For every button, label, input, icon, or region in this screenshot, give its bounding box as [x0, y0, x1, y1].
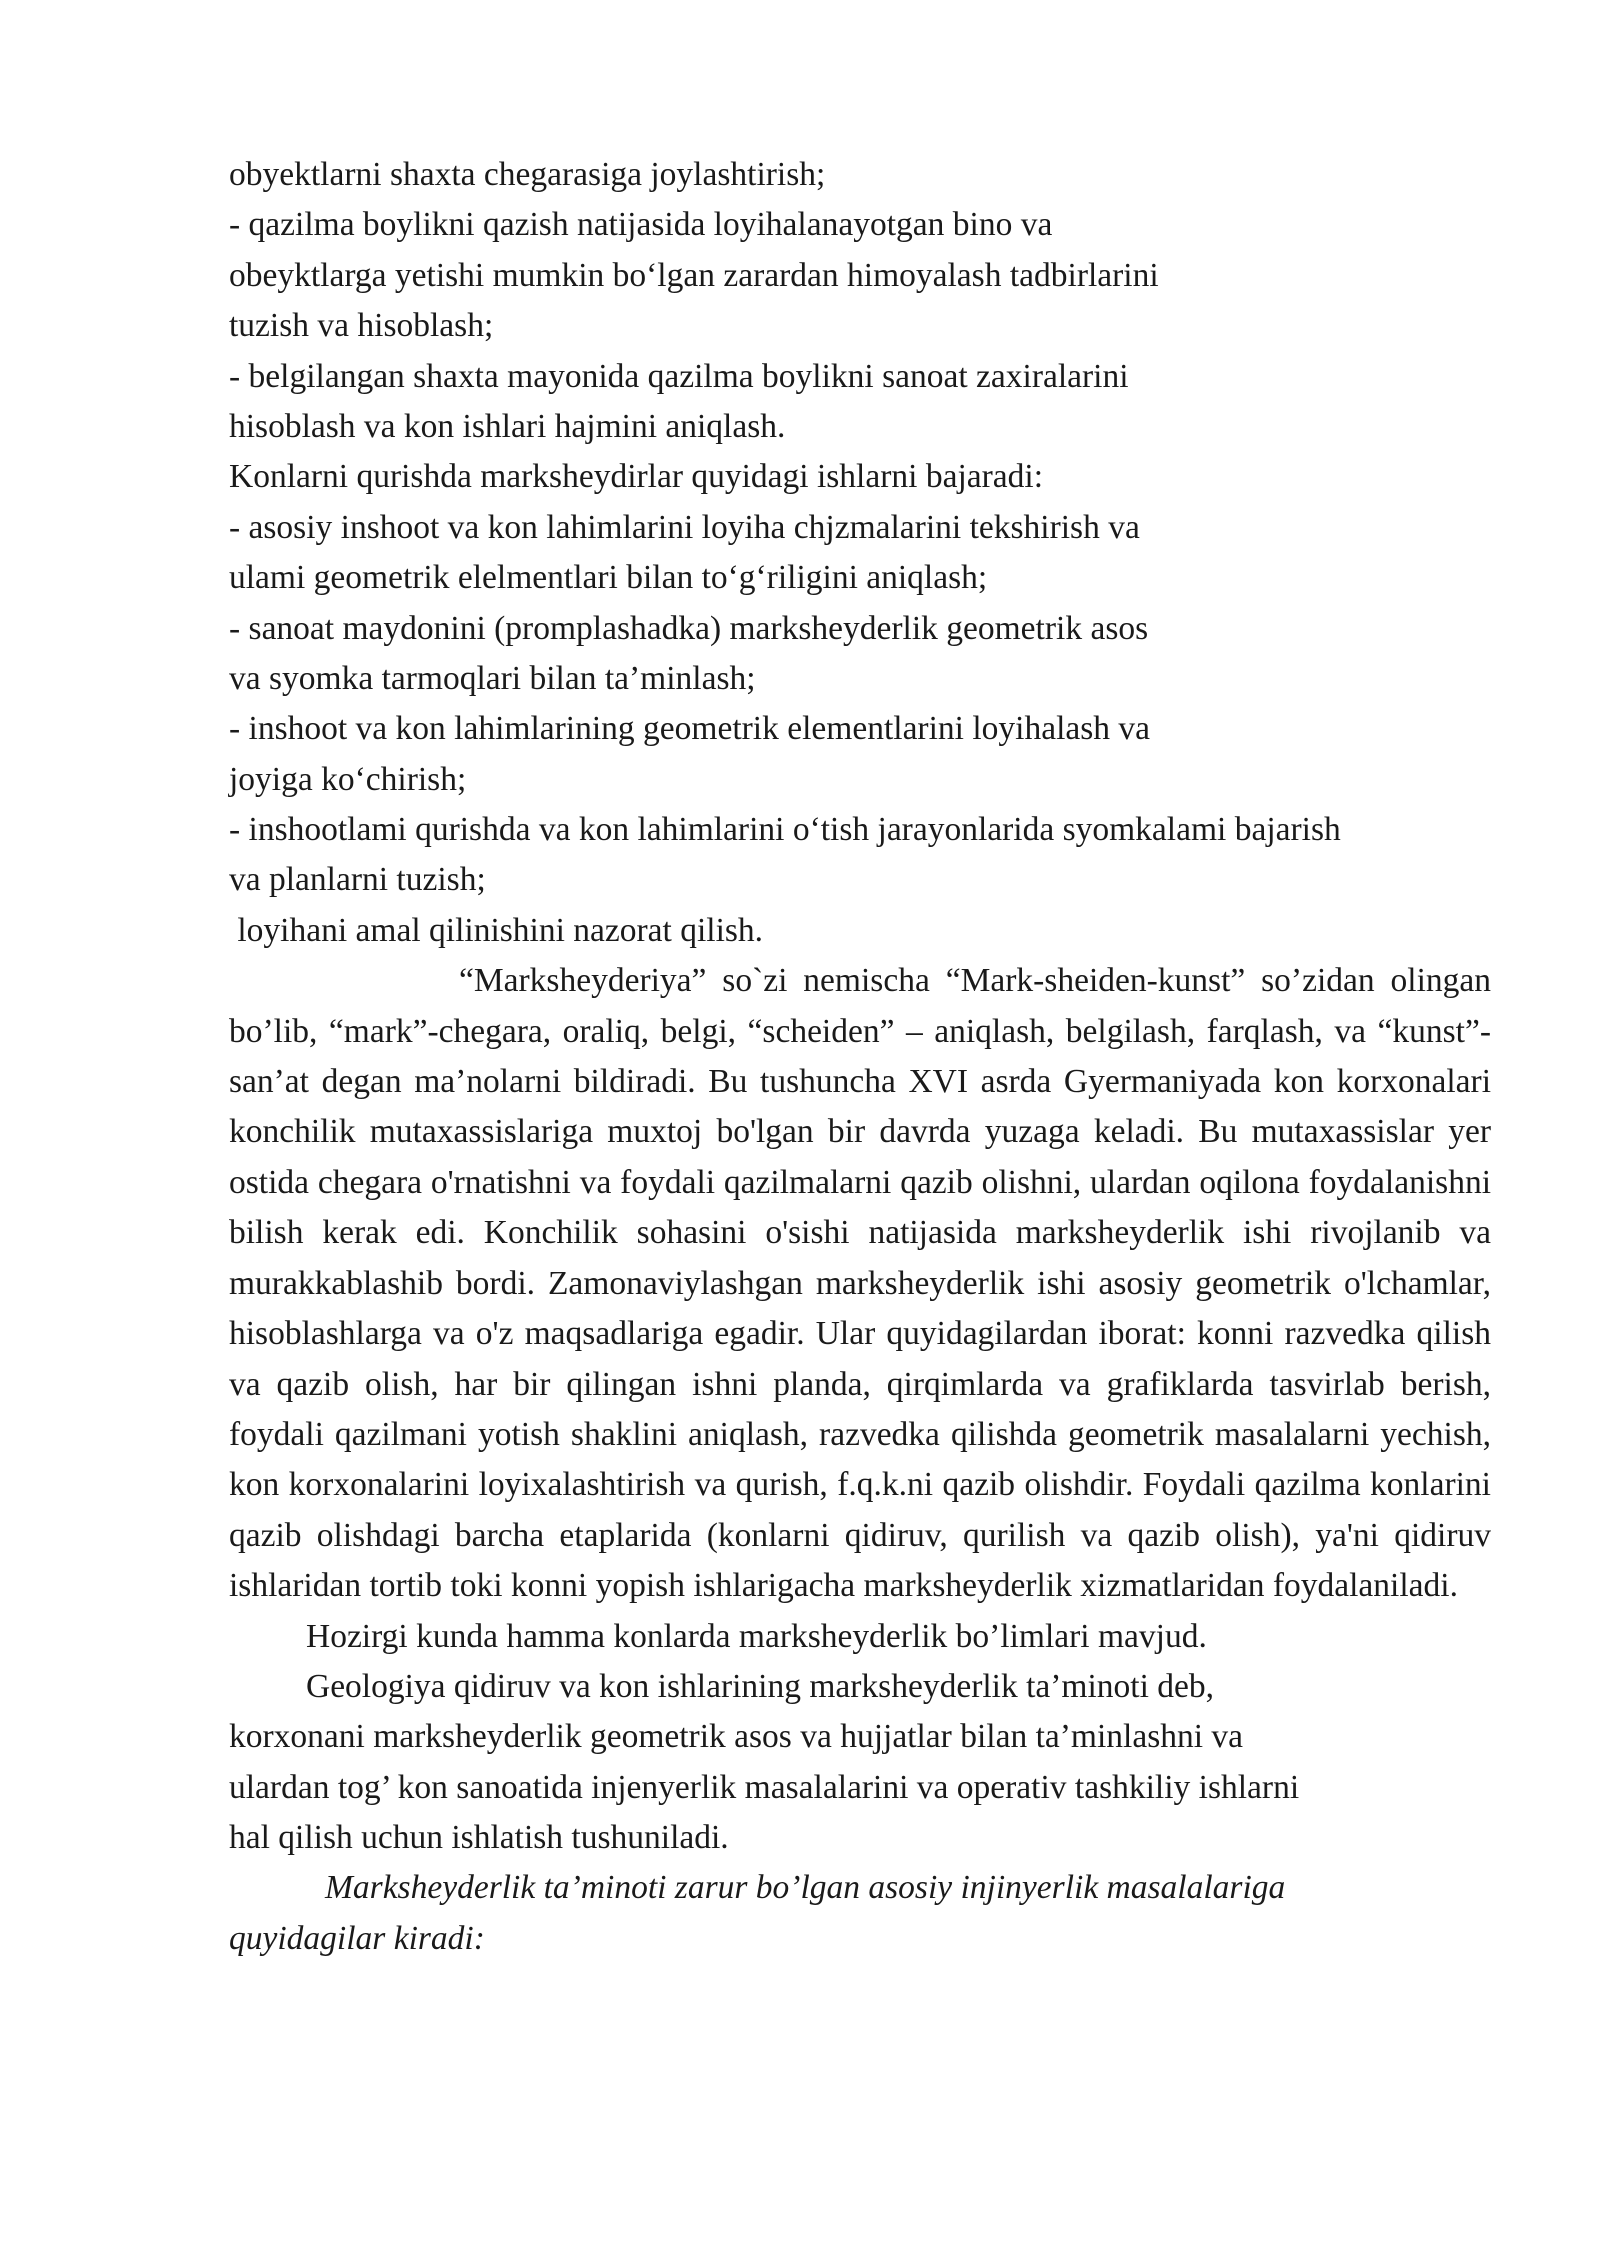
top-list: [229, 150, 1491, 956]
text-line: va syomka tarmoqlari bilan ta’minlash;: [229, 659, 756, 697]
text-line: Marksheyderlik ta’minoti zarur bo’lgan asosiy injinyerlik masalalariga: [325, 1869, 1286, 1907]
text-line: ulami geometrik elelmentlari bilan to‘g‘riligini aniqlash;: [229, 559, 988, 597]
text-line: korxonani marksheyderlik geometrik asos va hujjatlar bilan ta’minlashni va: [229, 1718, 1244, 1756]
text-line: - qazilma boylikni qazish natijasida loyihalanayotgan bino va: [229, 206, 1053, 244]
text-line: obyektlarni shaxta chegarasiga joylashtirish;: [229, 156, 826, 193]
text-line: quyidagilar kiradi:: [229, 1919, 485, 1957]
text-line: - inshootlami qurishda va kon lahimlarini o‘tish jarayonlarida syomkalami bajarish: [229, 811, 1341, 849]
text-line: obeyktlarga yetishi mumkin bo‘lgan zarardan himoyalash tadbirlarini: [229, 256, 1159, 294]
text-line: ulardan tog’ kon sanoatida injenyerlik masalalarini va operativ tashkiliy ishlarni: [229, 1768, 1300, 1806]
paragraph-geologiya: [229, 1662, 1491, 1864]
text-line: Konlarni qurishda marksheydirlar quyidagi ishlarni bajaradi:: [229, 458, 1044, 496]
text-line: - inshoot va kon lahimlarining geometrik elementlarini loyihalash va: [229, 710, 1151, 748]
text-line: loyihani amal qilinishini nazorat qilish.: [229, 911, 764, 949]
paragraph-hozirgi: Hozirgi kunda hamma konlarda marksheyderlik bo’limlari mavjud.: [306, 1617, 1207, 1655]
paragraph-marksheyderiya: “Marksheyderiya” so`zi nemischa “Mark-sheiden-kunst” so’zidan olingan bo’lib, “mark”-chegara, oraliq, belgi, “scheiden” – aniqlash, belgilash, farqlash, va “kunst”- san’at degan ma’nolarni bildiradi. Bu tushuncha XVI asrda Gyermaniyada kon korxonalari konchilik mutaxassislariga muxtoj bo'lgan bir davrda yuzaga keladi. Bu mutaxassislar yer ostida chegara o'rnatishni va foydali qazilmalarni qazib olishni, ulardan oqilona foydalanishni bilish kerak edi. Konchilik sohasini o'sishi natijasida marksheyderlik ishi rivojlanib va murakkablashib bordi. Zamonaviylashgan marksheyderlik ishi asosiy geometrik o'lchamlar, hisoblashlarga va o'z maqsadlariga egadir. Ular quyidagilardan iborat: konni razvedka qilish va qazib olish, har bir qilingan ishni planda, qirqimlarda va grafiklarda tasvirlab berish, foydali qazilmani yotish shaklini aniqlash, razvedka qilishda geometrik masalalarni yechish, kon korxonalarini loyixalashtirish va qurish, f.q.k.ni qazib olishdir. Foydali qazilma konlarini qazib olishdagi barcha etaplarida (konlarni qidiruv, qurilish va qazib olish), ya'ni qidiruv ishlaridan tortib toki konni yopish ishlarigacha marksheyderlik xizmatlaridan foydalaniladi.: [229, 962, 1491, 1605]
text-line: - asosiy inshoot va kon lahimlarini loyiha chjzmalarini tekshirish va: [229, 508, 1140, 546]
text-line: - sanoat maydonini (promplashadka) marksheyderlik geometrik asos: [229, 609, 1149, 647]
text-line: tuzish va hisoblash;: [229, 307, 494, 345]
text-line: Geologiya qidiruv va kon ishlarining marksheyderlik ta’minoti deb,: [306, 1667, 1215, 1705]
text-line: va planlarni tuzish;: [229, 861, 486, 899]
text-line: hal qilish uchun ishlatish tushuniladi.: [229, 1819, 729, 1857]
text-line: hisoblash va kon ishlari hajmini aniqlash.: [229, 407, 786, 445]
text-line: joyiga ko‘chirish;: [229, 760, 467, 798]
text-line: - belgilangan shaxta mayonida qazilma boylikni sanoat zaxiralarini: [229, 357, 1129, 395]
document-page: [229, 150, 1491, 1964]
paragraph-italic-heading: [229, 1863, 1491, 1964]
